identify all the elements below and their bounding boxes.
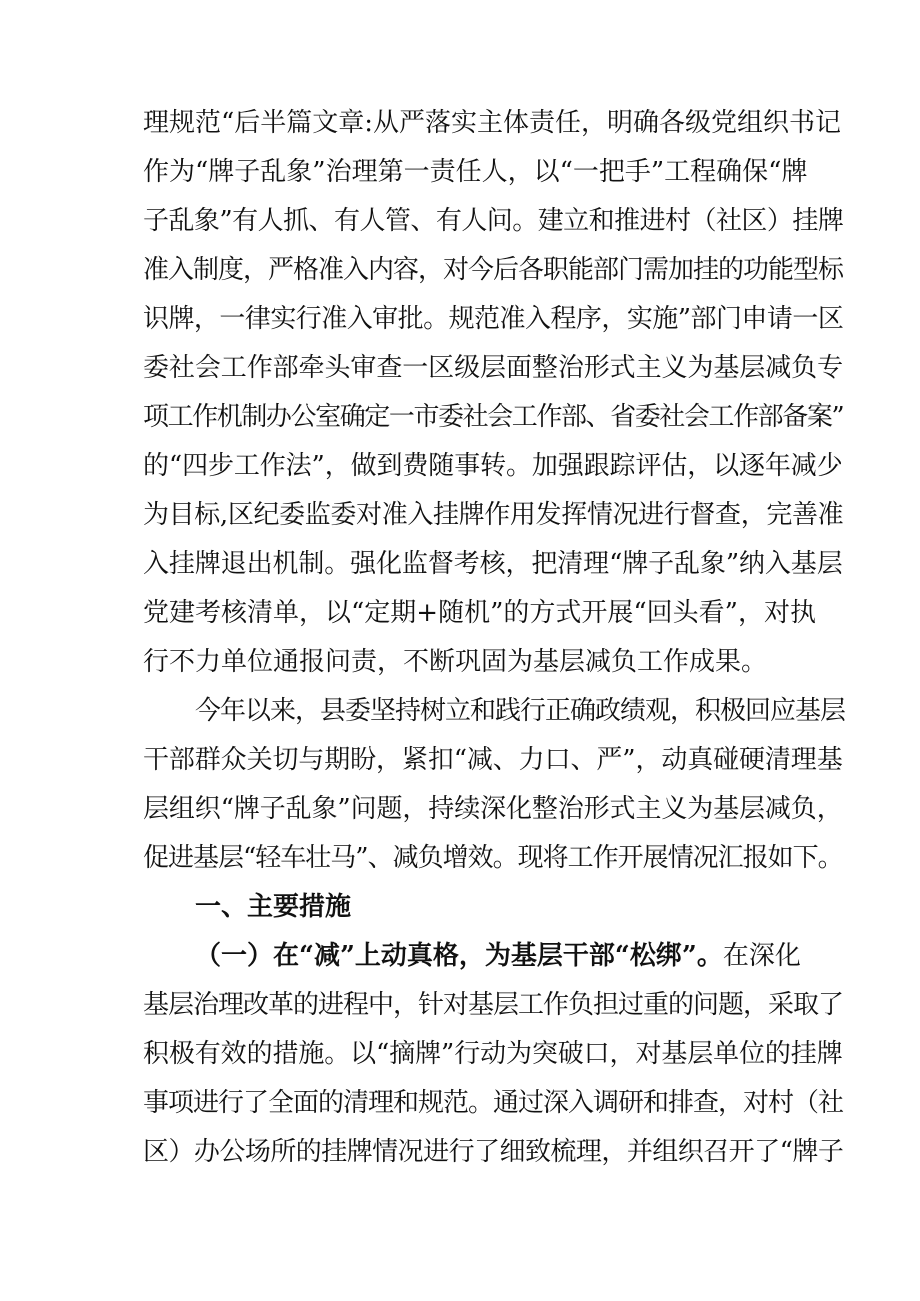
subsection-line-2: 基层治理改革的进程中，针对基层工作负担过重的问题，采取了: [143, 990, 844, 1020]
paragraph-1-line-12: 行不力单位通报问责，不断巩固为基层减负工作成果。: [143, 647, 768, 677]
paragraph-1-line-8: 的“四步工作法”，做到费随事转。加强跟踪评估，以逐年减少: [143, 451, 843, 481]
section-heading: 一、主要措施: [195, 892, 352, 922]
paragraph-2-line-4: 促进基层“轻车壮马”、减负增效。现将工作开展情况汇报如下。: [143, 843, 843, 873]
paragraph-2-line-3: 层组织“牌子乱象”问题，持续深化整治形式主义为基层减负，: [143, 794, 843, 824]
subsection-line-5: 区）办公场所的挂牌情况进行了细致梳理，并组织召开了“牌子: [143, 1137, 844, 1167]
subsection-line-3: 积极有效的措施。以“摘牌”行动为突破口，对基层单位的挂牌: [143, 1039, 843, 1069]
paragraph-1-line-11: 党建考核清单，以“定期+随机”的方式开展“回头看”，对执: [143, 598, 816, 628]
subsection-first-line-rest: 在深化: [722, 941, 801, 971]
paragraph-1-line-2: 作为“牌子乱象”治理第一责任人，以“一把手”工程确保“牌: [143, 157, 808, 187]
paragraph-1-line-1: 理规范“后半篇文章:从严落实主体责任，明确各级党组织书记: [143, 108, 842, 138]
paragraph-1-line-9: 为目标,区纪委监委对准入挂牌作用发挥情况进行督查，完善准: [143, 500, 844, 530]
subsection-title: （一）在“减”上动真格，为基层干部“松绑”。: [195, 941, 723, 971]
paragraph-1-line-5: 识牌，一律实行准入审批。规范准入程序，实施”部门申请一区: [143, 304, 844, 334]
paragraph-1-line-4: 准入制度，严格准入内容，对今后各职能部门需加挂的功能型标: [143, 255, 844, 285]
paragraph-1-line-6: 委社会工作部牵头审查一区级层面整治形式主义为基层减负专: [143, 353, 844, 383]
paragraph-1-line-3: 子乱象”有人抓、有人管、有人问。建立和推进村（社区）挂牌: [143, 206, 844, 236]
paragraph-2-line-1: 今年以来，县委坚持树立和践行正确政绩观，积极回应基层: [195, 696, 846, 726]
subsection-line-4: 事项进行了全面的清理和规范。通过深入调研和排查，对村（社: [143, 1088, 844, 1118]
paragraph-1-line-7: 项工作机制办公室确定一市委社会工作部、省委社会工作部备案”: [143, 402, 844, 432]
subsection-first-line: [195, 936, 845, 976]
paragraph-2-line-2: 干部群众关切与期盼，紧扣“减、力口、严”，动真碰硬清理基: [143, 745, 843, 775]
paragraph-1-line-10: 入挂牌退出机制。强化监督考核，把清理“牌子乱象”纳入基层: [143, 549, 843, 579]
